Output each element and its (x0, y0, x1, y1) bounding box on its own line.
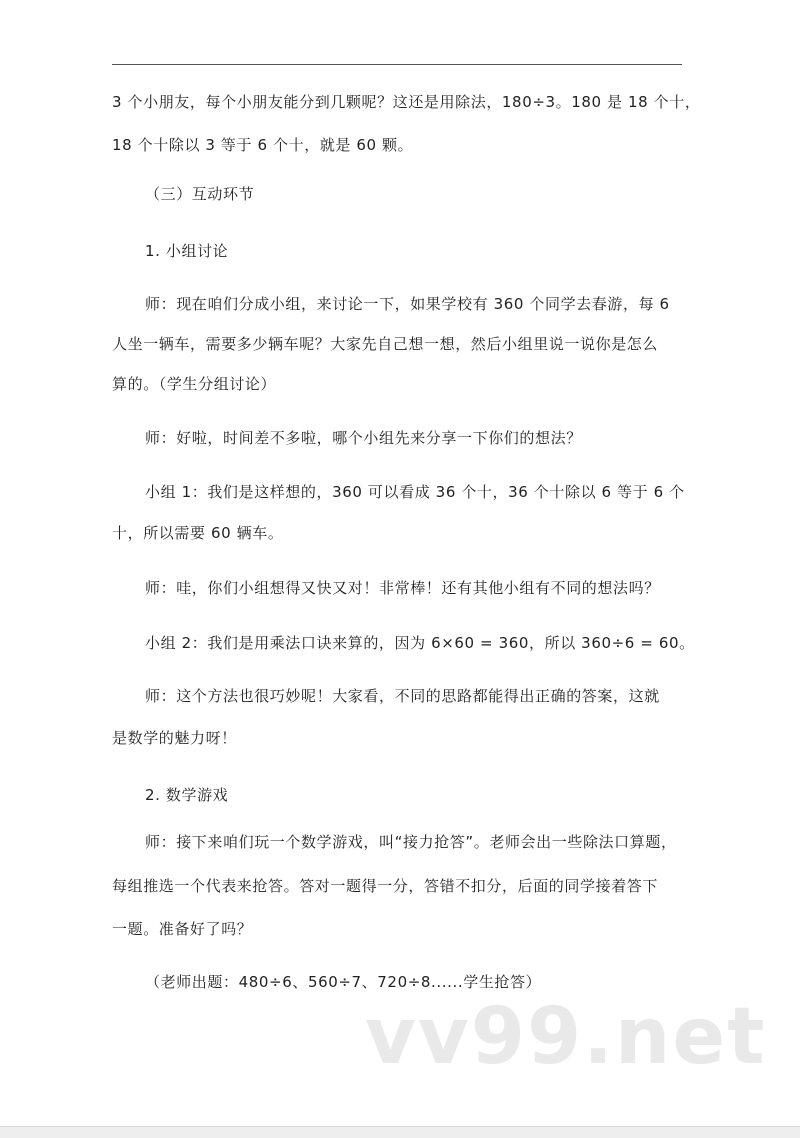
text-line: 人坐一辆车，需要多少辆车呢？大家先自己想一想，然后小组里说一说你是怎么 (112, 335, 659, 353)
text-line: 十，所以需要 60 辆车。 (112, 524, 284, 542)
text-line: 师：这个方法也很巧妙呢！大家看，不同的思路都能得出正确的答案，这就 (145, 687, 660, 705)
section-heading: （三）互动环节 (145, 185, 255, 203)
text-line: 小组 1：我们是这样想的，360 可以看成 36 个十，36 个十除以 6 等于 6 个 (145, 483, 685, 501)
text-line: 3 个小朋友，每个小朋友能分到几颗呢？这还是用除法，180÷3。180 是 18 个十， (112, 93, 701, 111)
text-line: 师：哇，你们小组想得又快又对！非常棒！还有其他小组有不同的想法吗？ (145, 579, 660, 597)
watermark: vv99.net (365, 992, 767, 1082)
text-line: 18 个十除以 3 等于 6 个十，就是 60 颗。 (112, 136, 414, 154)
page-bottom-edge (0, 1126, 800, 1138)
text-line: 师：接下来咱们玩一个数学游戏，叫“接力抢答”。老师会出一些除法口算题， (145, 833, 677, 851)
text-line: 算的。（学生分组讨论） (112, 375, 277, 393)
subsection-heading: 2. 数学游戏 (145, 786, 229, 804)
text-line: 小组 2：我们是用乘法口诀来算的，因为 6×60 = 360，所以 360÷6 = 60。 (145, 634, 695, 652)
text-line: 师：好啦，时间差不多啦，哪个小组先来分享一下你们的想法？ (145, 429, 582, 447)
text-line: 一题。准备好了吗？ (112, 920, 253, 938)
header-rule (112, 64, 682, 65)
text-line: 是数学的魅力呀！ (112, 729, 237, 747)
subsection-heading: 1. 小组讨论 (145, 242, 229, 260)
text-line: 每组推选一个代表来抢答。答对一题得一分，答错不扣分，后面的同学接着答下 (112, 877, 659, 895)
text-line: （老师出题：480÷6、560÷7、720÷8......学生抢答） (145, 973, 542, 991)
text-line: 师：现在咱们分成小组，来讨论一下，如果学校有 360 个同学去春游，每 6 (145, 295, 670, 313)
